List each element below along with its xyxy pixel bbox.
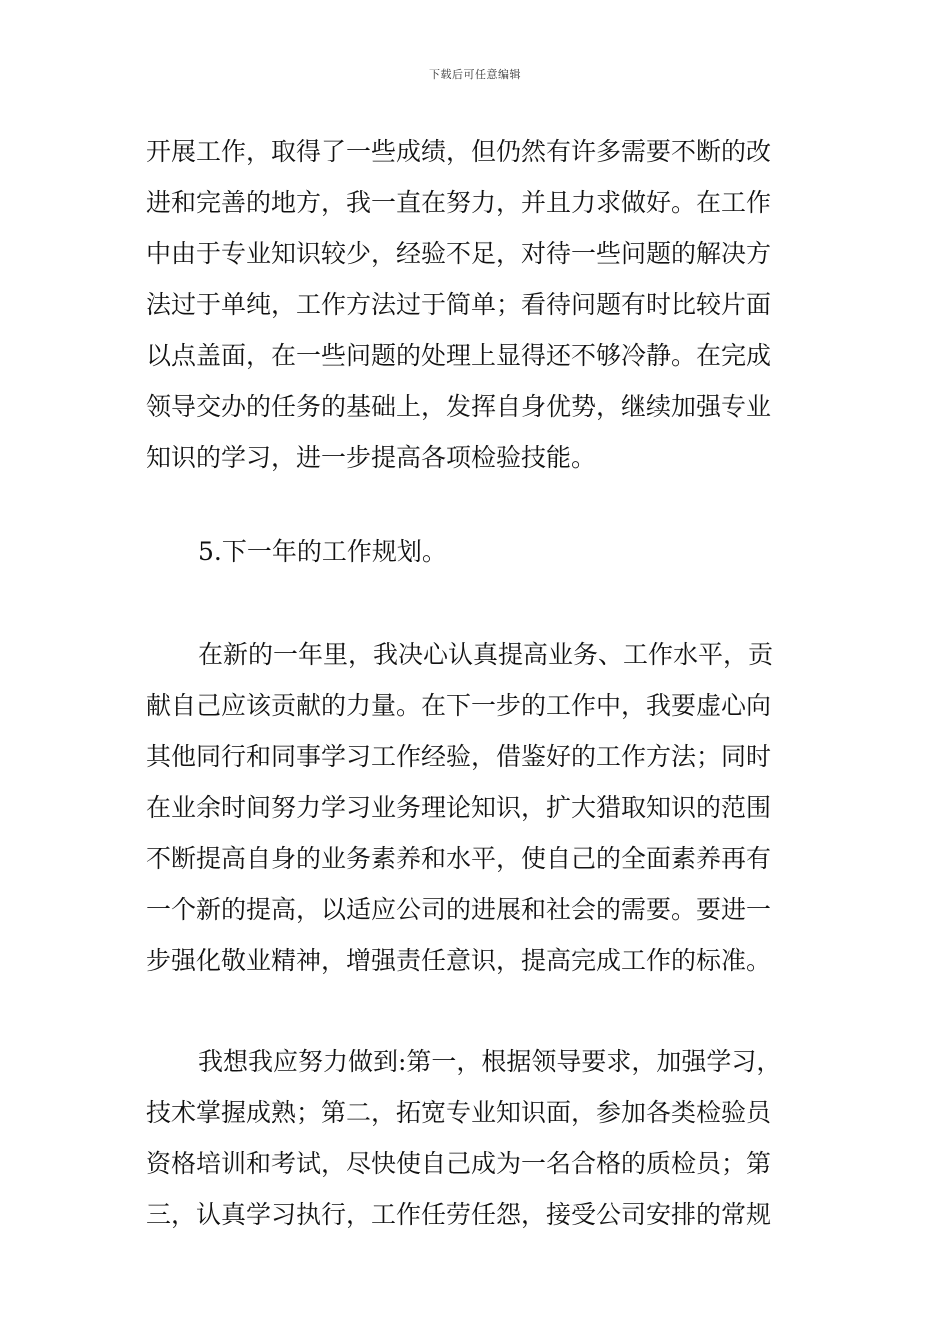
paragraph-next-year-plan	[146, 629, 810, 986]
text-line: 进和完善的地方，我一直在努力，并且力求做好。在工作	[146, 188, 772, 217]
text-line: 法过于单纯，工作方法过于简单；看待问题有时比较片面	[146, 290, 772, 319]
text-line: 在业余时间努力学习业务理论知识，扩大猎取知识的范围	[146, 793, 772, 822]
paragraph-work-review	[146, 126, 810, 483]
text-line: 其他同行和同事学习工作经验，借鉴好的工作方法；同时	[146, 742, 772, 771]
section-heading	[146, 526, 810, 577]
text-line: 在新的一年里，我决心认真提高业务、工作水平，贡	[198, 640, 774, 669]
text-line: 领导交办的任务的基础上，发挥自身优势，继续加强专业	[146, 392, 772, 421]
text-line: 中由于专业知识较少，经验不足，对待一些问题的解决方	[146, 239, 772, 268]
text-line: 资格培训和考试，尽快使自己成为一名合格的质检员；第	[146, 1149, 772, 1178]
heading-line: 5.下一年的工作规划。	[198, 537, 447, 566]
text-line: 献自己应该贡献的力量。在下一步的工作中，我要虚心向	[146, 691, 772, 720]
document-body	[146, 126, 810, 1240]
text-line: 以点盖面，在一些问题的处理上显得还不够冷静。在完成	[146, 341, 772, 370]
text-line: 开展工作，取得了一些成绩，但仍然有许多需要不断的改	[146, 137, 772, 166]
text-line: 一个新的提高，以适应公司的进展和社会的需要。要进一	[146, 895, 772, 924]
text-line: 我想我应努力做到:第一，根据领导要求，加强学习，	[198, 1047, 782, 1076]
text-line: 知识的学习，进一步提高各项检验技能。	[146, 443, 597, 472]
page-header: 下载后可任意编辑	[429, 68, 521, 81]
text-line: 步强化敬业精神，增强责任意识，提高完成工作的标准。	[146, 946, 772, 975]
text-line: 技术掌握成熟；第二，拓宽专业知识面，参加各类检验员	[146, 1098, 772, 1127]
text-line: 不断提高自身的业务素养和水平，使自己的全面素养再有	[146, 844, 772, 873]
text-line: 三，认真学习执行，工作任劳任怨，接受公司安排的常规	[146, 1200, 772, 1229]
paragraph-goals	[146, 1036, 810, 1240]
